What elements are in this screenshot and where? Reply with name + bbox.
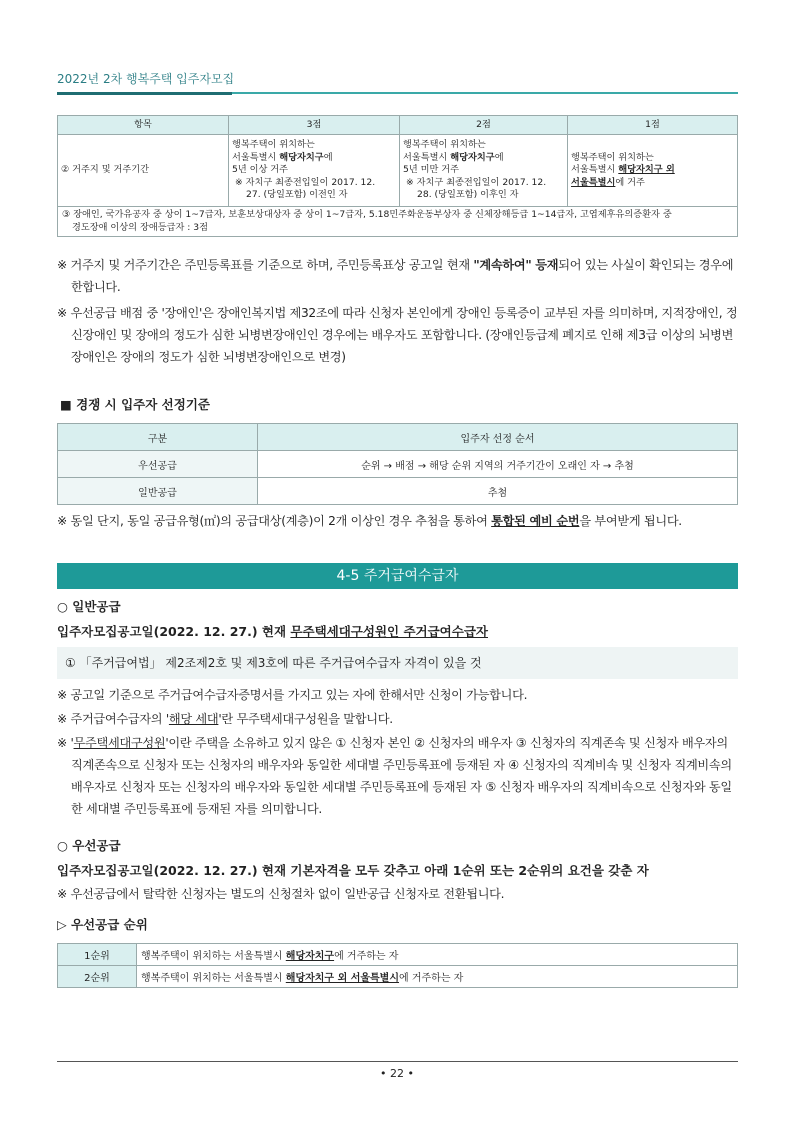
row-item-label: ② 거주지 및 거주기간: [58, 135, 229, 207]
priority-supply-title: ○ 우선공급: [57, 838, 121, 853]
cell-line: 28. (당일포함) 이후인 자: [417, 189, 519, 201]
cell-text: 서울특별시: [403, 151, 451, 163]
order-cell: 순위 → 배점 → 해당 순위 지역의 거주기간이 오래인 자 → 추첨: [258, 451, 738, 478]
order-cell: 추첨: [258, 478, 738, 505]
cell-text: 행복주택이 위치하는 서울특별시: [141, 951, 286, 962]
header-rule-accent: [57, 92, 232, 95]
cell-emphasis: 해당자치구 외: [618, 164, 675, 176]
cell-text: 에: [494, 151, 504, 163]
note-text: ※ 주거급여수급자의 ': [57, 712, 169, 726]
table-row: [58, 207, 738, 237]
cell-line: 경도장애 이상의 장애등급자 : 3점: [72, 221, 208, 233]
competition-note: [57, 510, 740, 532]
header-3pt: 3점: [229, 116, 400, 135]
note-text: ※ 동일 단지, 동일 공급유형(㎡)의 공급대상(계층)이 2개 이상인 경우 추첨을 통하여: [57, 514, 492, 528]
competition-title: ■ 경쟁 시 입주자 선정기준: [60, 397, 210, 412]
type-cell: 일반공급: [58, 478, 258, 505]
score-table: [57, 115, 738, 237]
note-emphasis: 무주택세대구성원: [73, 736, 166, 750]
note-emphasis: 통합된 예비 순번: [491, 514, 580, 528]
general-supply-title: ○ 일반공급: [57, 599, 121, 614]
cell-emphasis: 서울특별시: [571, 176, 616, 188]
cell-text: 에: [323, 151, 333, 163]
cell-line: [403, 152, 564, 165]
header-rule: [57, 92, 738, 94]
cell-line: 행복주택이 위치하는: [232, 139, 315, 151]
header-1pt: 1점: [568, 116, 738, 135]
cell-text: 에 거주하는 자: [399, 973, 464, 984]
cell-text: 에 거주: [615, 176, 645, 188]
general-headline: [57, 622, 488, 640]
cell-line: [232, 152, 396, 165]
note-certificate: ※ 공고일 기준으로 주거급여수급자증명서를 가지고 있는 자에 한해서만 신청이 가능합니다.: [57, 688, 528, 702]
headline-emphasis: 무주택세대구성원인 주거급여수급자: [290, 624, 488, 639]
score3-cell: [229, 135, 400, 207]
cell-text: 에 거주하는 자: [334, 951, 399, 962]
table-row: [58, 944, 738, 966]
type-cell: 우선공급: [58, 451, 258, 478]
headline-text: 입주자모집공고일(2022. 12. 27.) 현재: [57, 624, 291, 639]
score-table-header: [58, 116, 738, 135]
cell-line: 5년 이상 거주: [232, 164, 289, 176]
cell-emphasis: 해당자치구 외 서울특별시: [285, 973, 400, 984]
page-number: • 22 •: [380, 1067, 414, 1080]
note-household: [57, 708, 740, 730]
cell-line: [571, 164, 734, 177]
cell-line: [571, 177, 734, 190]
cell-emphasis: 해당자치구: [450, 151, 495, 163]
requirement-cell: [137, 966, 738, 988]
section-banner: 4-5 주거급여수급자: [57, 563, 738, 589]
note-text: '이란 주택을 소유하고 있지 않은 ① 신청자 본인 ② 신청자의 배우자 ③ 신청자의 직계존속 및 신청자 배우자의 직계존속으로 신청자 또는 신청자의 배우자와 동일한 세대별 주민등록표에 등재된 자 ④ 신청자의 직계비속 및 신청자 직계비속의 배우자로 신청자 또는 신청자의 배우자와 동일한 세대별 주민등록표에 등재된 자 ⑤ 신청자 배우자의 직계비속으로 신청자와 동일한 세대별 주민등록표에 등재된 자를 의미합니다.: [71, 736, 732, 816]
residence-notes: [57, 254, 740, 368]
table-row: [58, 135, 738, 207]
cell-line: ※ 자치구 최종전입일이 2017. 12.: [406, 176, 547, 188]
disability-row: [58, 207, 738, 237]
note-text: ※ 거주지 및 거주기간은 주민등록표를 기준으로 하며, 주민등록표상 공고일 현재: [57, 258, 474, 272]
rank-cell: 1순위: [58, 944, 137, 966]
note-text: ※ ': [57, 736, 74, 750]
footer-rule: [57, 1061, 738, 1062]
rank-cell: 2순위: [58, 966, 137, 988]
cell-line: ※ 자치구 최종전입일이 2017. 12.: [235, 176, 376, 188]
competition-table: [57, 423, 738, 505]
cell-line: 행복주택이 위치하는: [571, 151, 654, 163]
note-text: 을 부여받게 됩니다.: [579, 514, 682, 528]
note-disability: ※ 우선공급 배점 중 '장애인'은 장애인복지법 제32조에 따라 신청자 본인에게 장애인 등록증이 교부된 자를 의미하며, 지적장애인, 정신장애인 및 장애의 정도가 심한 뇌병변장애인인 경우에는 배우자도 포함합니다. (장애인등급제 폐지로 인해 제3급 이상의 뇌병변장애인은 장애의 정도가 심한 뇌병변장애인으로 변경): [57, 306, 738, 364]
note-text: '란 무주택세대구성원을 말합니다.: [218, 712, 393, 726]
requirement-cell: [137, 944, 738, 966]
score2-cell: [400, 135, 568, 207]
cell-line: 5년 미만 거주: [403, 164, 460, 176]
general-notes: [57, 684, 740, 820]
note-text: 되어 있는 사실이 확인되는 경우에 한합니다.: [71, 258, 734, 294]
note-homeless-member: [57, 732, 740, 820]
header-2pt: 2점: [400, 116, 568, 135]
document-header: 2022년 2차 행복주택 입주자모집: [57, 72, 235, 86]
priority-table: [57, 943, 738, 988]
note-emphasis: "계속하여" 등재: [473, 258, 559, 272]
priority-note: ※ 우선공급에서 탈락한 신청자는 별도의 신청절차 없이 일반공급 신청자로 전환됩니다.: [57, 887, 505, 901]
cell-line: ③ 장애인, 국가유공자 중 상이 1~7급자, 보훈보상대상자 중 상이 1~7급자, 5.18민주화운동부상자 중 신체장해등급 1~14급자, 고엽제후유의증환자 중: [62, 209, 672, 220]
competition-header: [58, 424, 738, 451]
cell-text: 서울특별시: [571, 164, 619, 176]
table-row: [58, 966, 738, 988]
cell-emphasis: 해당자치구: [279, 151, 324, 163]
priority-headline: 입주자모집공고일(2022. 12. 27.) 현재 기본자격을 모두 갖추고 아래 1순위 또는 2순위의 요건을 갖춘 자: [57, 863, 649, 878]
cell-emphasis: 해당자치구: [285, 951, 335, 962]
cell-line: 행복주택이 위치하는: [403, 139, 486, 151]
cell-line: 27. (당일포함) 이전인 자: [246, 189, 348, 201]
note-emphasis: 해당 세대: [168, 712, 219, 726]
cell-text: 서울특별시: [232, 151, 280, 163]
table-row: [58, 478, 738, 505]
qualification-box: ① 「주거급여법」 제2조제2호 및 제3호에 따른 주거급여수급자 자격이 있을 것: [57, 647, 738, 679]
header-order: 입주자 선정 순서: [258, 424, 738, 451]
header-item: 항목: [58, 116, 229, 135]
score1-cell: [568, 135, 738, 207]
cell-text: 행복주택이 위치하는 서울특별시: [141, 973, 286, 984]
table-row: [58, 451, 738, 478]
priority-order-title: ▷ 우선공급 순위: [57, 917, 148, 932]
note-residence: [57, 254, 740, 298]
header-type: 구분: [58, 424, 258, 451]
